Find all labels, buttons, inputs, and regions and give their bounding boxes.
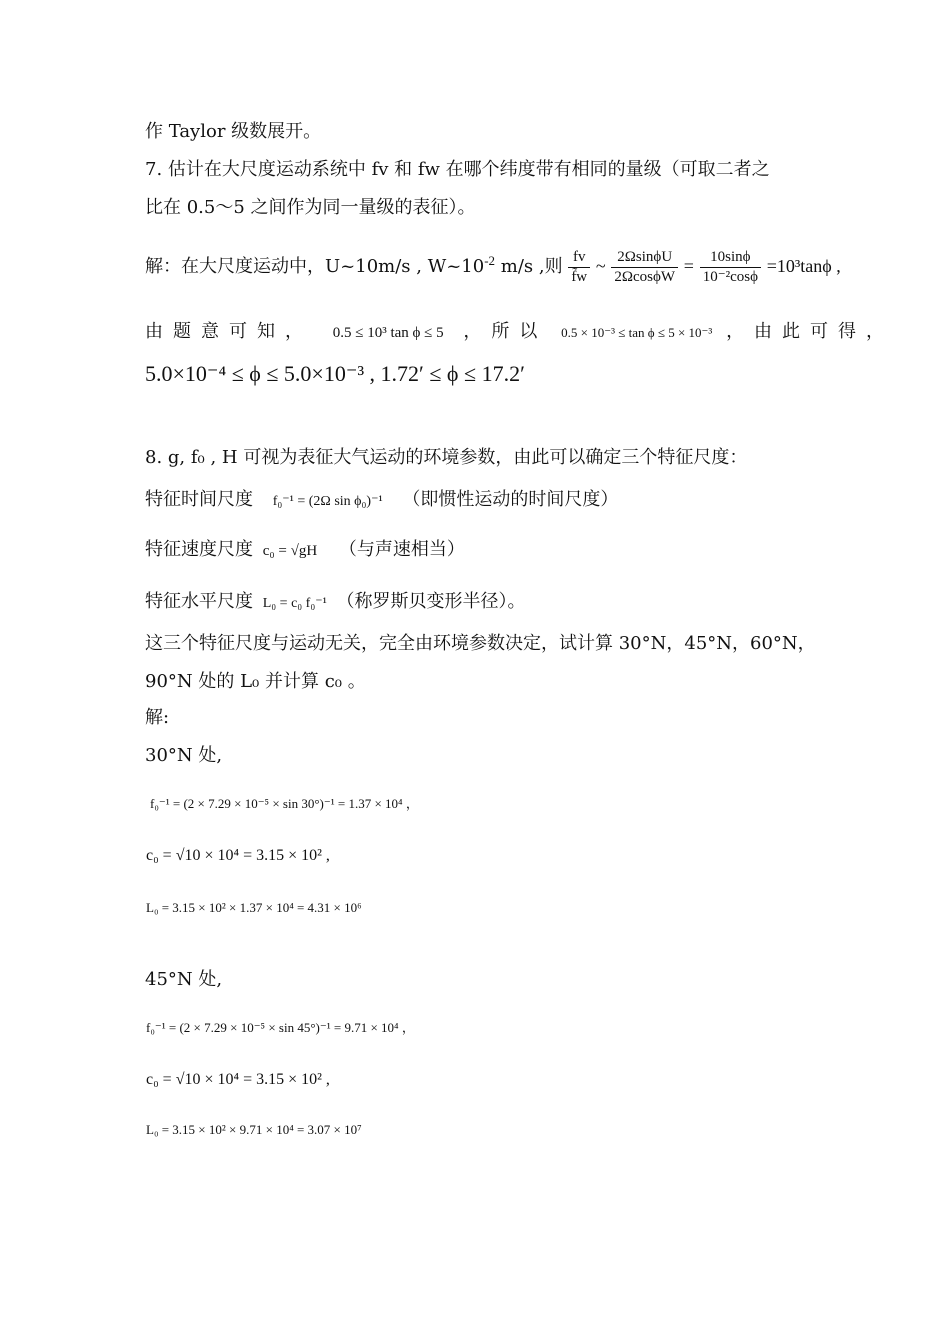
solution-7-intro: 解：在大尺度运动中，U~10m/s , W~10: [145, 256, 485, 277]
question-7-line-2: 比在 0.5～5 之间作为同一量级的表征）。: [145, 197, 476, 218]
question-8-line-6: 90°N 处的 L₀ 并计算 c₀ 。: [145, 671, 366, 692]
fraction-sin-cos: $\frac{10\sin\phi}{\text{10⁻²cosϕ}}$: [700, 248, 761, 287]
latitude-45-c0: c₀ = √10 × 10⁴ = 3.15 × 10² ,: [146, 1071, 330, 1088]
fraction-fv-fw: $\frac{fv}{f̃w}$: [568, 248, 590, 287]
solution-8-label: 解:: [145, 707, 170, 728]
solution-7-line-2: 由题意可知， 0.5 ≤ 10³ tan ϕ ≤ 5 ，所以 0.5 × 10⁻³ ≤ tan ϕ ≤ 5 × 10⁻³ ，由此可得，: [145, 321, 895, 342]
latitude-30-f0: f₀⁻¹ = (2 × 7.29 × 10⁻⁵ × sin 30°)⁻¹ = 1.37 × 10⁴ ，: [150, 796, 419, 811]
question-7-line-1: 7. 估计在大尺度运动系统中 fv 和 fw 在哪个纬度带有相同的量级（可取二者之: [145, 159, 770, 180]
latitude-45-label: 45°N 处,: [145, 969, 223, 990]
solution-7-line-1: 解：在大尺度运动中，U~10m/s , $W\sim 10^{-2}$ m/s ,则 $\frac{fv}{f̃w}$ ~ $\frac{2\Omega\sin\phi U}{2\Omega\cos\phi W}$ = $\frac{10\sin\phi}{\text{10⁻²cosϕ}}$ =10³tanϕ ,: [145, 248, 841, 285]
latitude-30-c0: c₀ = √10 × 10⁴ = 3.15 × 10² ,: [146, 847, 330, 864]
velocity-scale-line: 特征速度尺度 c₀ = √gH （与声速相当）: [145, 539, 465, 560]
length-scale-line: 特征水平尺度 L₀ = c₀ f₀⁻¹ （称罗斯贝变形半径）。: [145, 591, 526, 612]
fraction-coriolis: $\frac{2\Omega\sin\phi U}{2\Omega\cos\phi W}$: [611, 248, 678, 287]
solution-7-result: 5.0×10⁻⁴ ≤ ϕ ≤ 5.0×10⁻³ , 1.72′ ≤ ϕ ≤ 17.2′: [145, 361, 525, 386]
time-scale-formula: f₀⁻¹ = (2Ω sin ϕ₀)⁻¹: [272, 494, 383, 509]
text-line-taylor: 作 Taylor 级数展开。: [145, 121, 322, 142]
latitude-30-L0: L₀ = 3.15 × 10² × 1.37 × 10⁴ = 4.31 × 10⁶: [146, 900, 362, 915]
time-scale-line: 特征时间尺度 f₀⁻¹ = (2Ω sin ϕ₀)⁻¹ （即惯性运动的时间尺度）: [145, 489, 619, 510]
length-scale-formula: L₀ = c₀ f₀⁻¹: [262, 596, 327, 611]
latitude-30-label: 30°N 处,: [145, 745, 223, 766]
inequality-1: 0.5 ≤ 10³ tan ϕ ≤ 5: [332, 325, 444, 341]
latitude-45-L0: L₀ = 3.15 × 10² × 9.71 × 10⁴ = 3.07 × 10⁷: [146, 1122, 362, 1137]
question-8-line-1: 8. g, f₀ , H 可视为表征大气运动的环境参数，由此可以确定三个特征尺度：: [145, 447, 748, 468]
w-exponent: -2: [484, 253, 496, 268]
inequality-2: 0.5 × 10⁻³ ≤ tan ϕ ≤ 5 × 10⁻³: [561, 325, 713, 340]
velocity-scale-formula: c₀ = √gH: [262, 543, 318, 559]
question-8-line-5: 这三个特征尺度与运动无关，完全由环境参数决定，试计算 30°N，45°N，60°N，: [145, 633, 816, 654]
w-unit: m/s ,则: [495, 256, 563, 277]
result-tan: =10³tanϕ ,: [766, 256, 841, 276]
latitude-45-f0: f₀⁻¹ = (2 × 7.29 × 10⁻⁵ × sin 45°)⁻¹ = 9.71 × 10⁴ ，: [146, 1020, 415, 1035]
